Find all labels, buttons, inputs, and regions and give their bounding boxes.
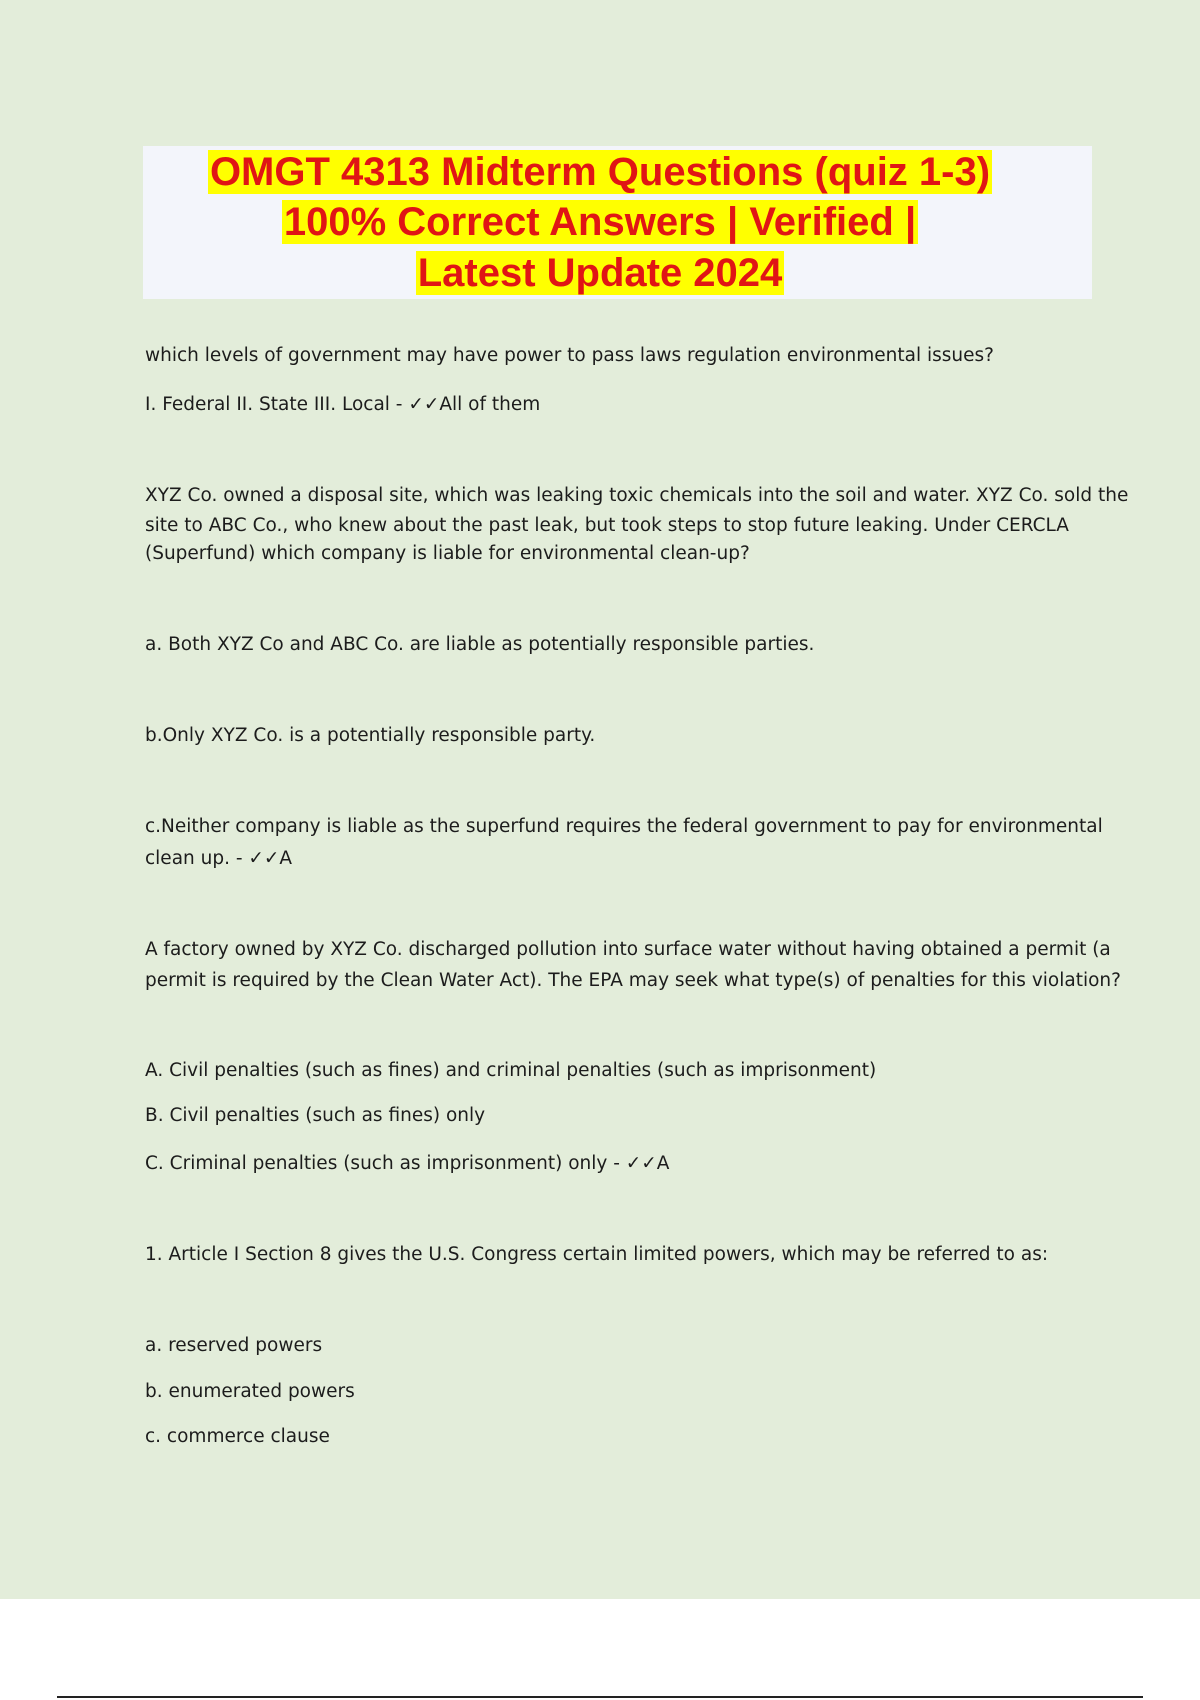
- question-2-option-b: b.Only XYZ Co. is a potentially responsible party.: [145, 725, 596, 746]
- document-title-line-3: Latest Update 2024: [417, 251, 783, 295]
- question-4-option-c: c. commerce clause: [145, 1426, 330, 1447]
- question-3-option-b: B. Civil penalties (such as fines) only: [145, 1105, 486, 1126]
- question-2-option-a: a. Both XYZ Co and ABC Co. are liable as potentially responsible parties.: [145, 634, 815, 655]
- question-2-option-c-line-2: clean up. - ✓✓A: [145, 848, 293, 869]
- question-2-text-line-1: XYZ Co. owned a disposal site, which was leaking toxic chemicals into the soil and water. XYZ Co. sold the: [145, 485, 1129, 506]
- question-2-text-line-2: site to ABC Co., who knew about the past leak, but took steps to stop future leaking. Under CERCLA: [145, 515, 1069, 536]
- question-3-option-c: C. Criminal penalties (such as imprisonment) only - ✓✓A: [145, 1153, 670, 1174]
- question-2-text-line-3: (Superfund) which company is liable for environmental clean-up?: [145, 543, 750, 564]
- question-2-option-c-line-1: c.Neither company is liable as the superfund requires the federal government to pay for environmental: [145, 816, 1103, 837]
- question-4-option-a: a. reserved powers: [145, 1335, 323, 1356]
- document-title-line-1: OMGT 4313 Midterm Questions (quiz 1-3): [209, 150, 991, 194]
- question-3-text-line-1: A factory owned by XYZ Co. discharged pollution into surface water without having obtained a permit (a: [145, 939, 1111, 960]
- question-1-text: which levels of government may have power to pass laws regulation environmental issues?: [145, 345, 994, 366]
- question-4-option-b: b. enumerated powers: [145, 1381, 355, 1402]
- question-4-text: 1. Article I Section 8 gives the U.S. Congress certain limited powers, which may be referred to as:: [145, 1244, 1049, 1265]
- document-title-line-2: 100% Correct Answers | Verified |: [283, 200, 917, 244]
- question-3-option-a: A. Civil penalties (such as fines) and criminal penalties (such as imprisonment): [145, 1060, 877, 1081]
- question-1-answer: I. Federal II. State III. Local - ✓✓All of them: [145, 394, 541, 415]
- footer-divider: [57, 1696, 1143, 1698]
- question-3-text-line-2: permit is required by the Clean Water Act). The EPA may seek what type(s) of penalties for this violation?: [145, 970, 1121, 991]
